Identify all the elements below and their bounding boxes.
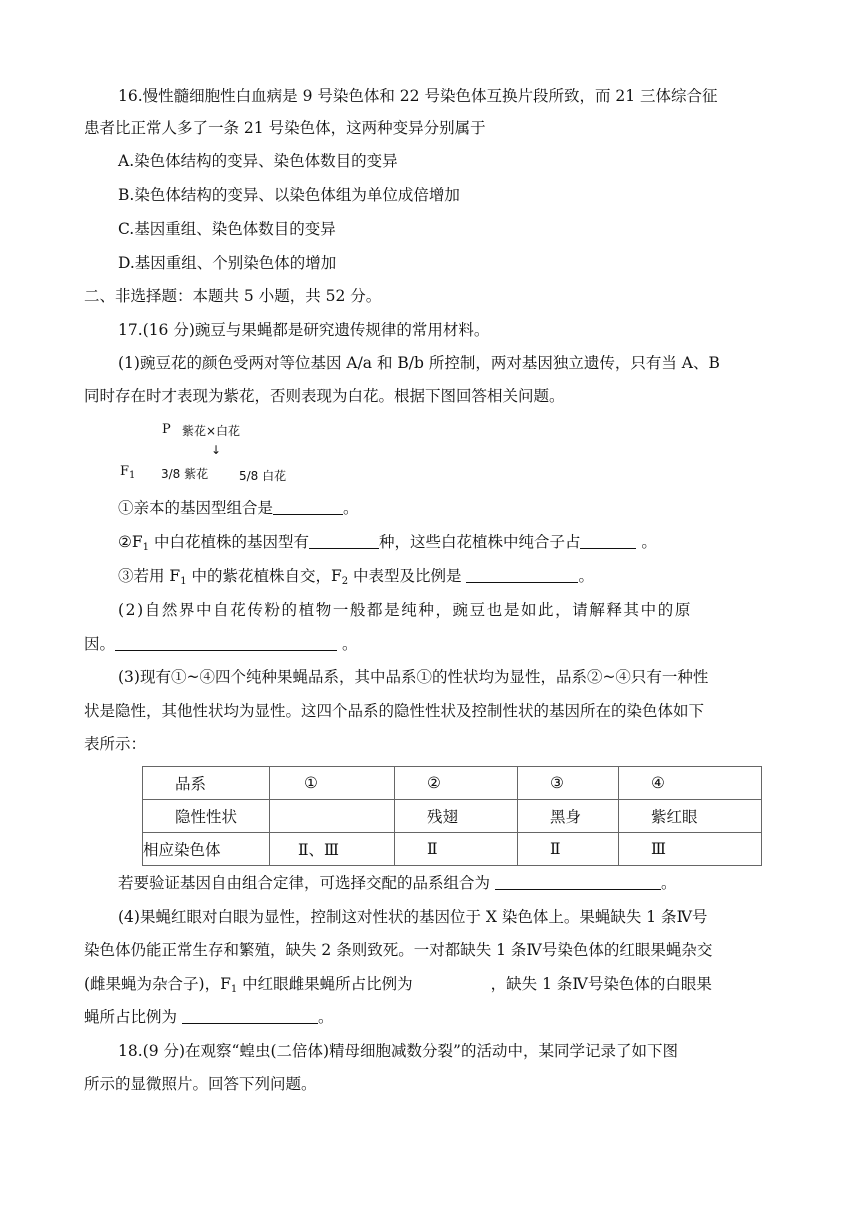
q17-part2-line1: (2)自然界中自花传粉的植物一般都是纯种，豌豆也是如此，请解释其中的原 [118,601,692,619]
q16-option-a: A.染色体结构的变异、染色体数目的变异 [118,152,398,170]
q17-sub2: $②F_1$ 中白花植株的基因型有 种，这些白花植株中纯合子占 。 [118,533,657,553]
q17-part1-line2: 同时存在时才表现为紫花，否则表现为白花。根据下图回答相关问题。 [84,387,565,405]
section-heading: 二、非选择题：本题共 5 小题，共 52 分。 [84,287,382,305]
q18-stem-line2: 所示的显微照片。回答下列问题。 [84,1075,317,1093]
table-row: 品系 ① ② ③ ④ [143,767,762,800]
answer-blank[interactable] [580,532,636,549]
answer-blank[interactable] [466,566,578,583]
cross-arrow: ↓ [211,443,222,457]
cross-p-label: P [162,422,171,437]
cross-f1-purple: 3/8 紫花 [161,467,209,481]
answer-blank[interactable] [309,532,379,549]
q17-part3-after: 若要验证基因自由组合定律，可选择交配的品系组合为 。 [118,874,677,892]
q17-part2-line2: 因。 。 [84,635,358,653]
q17-title: 17.(16 分)豌豆与果蝇都是研究遗传规律的常用材料。 [118,321,490,339]
q16-option-c: C.基因重组、染色体数目的变异 [118,220,336,238]
q18-stem-line1: 18.(9 分)在观察“蝗虫(二倍体)精母细胞减数分裂”的活动中，某同学记录了如下图 [118,1042,678,1060]
q16-option-b: B.染色体结构的变异、以染色体组为单位成倍增加 [118,186,460,204]
q17-part4-line3: (雌果蝇为杂合子)，$F_1$ 中红眼雌果蝇所占比例为 ，缺失 1 条Ⅳ号染色体的白眼果 [84,975,712,995]
q17-part3-line3: 表所示： [84,735,147,753]
q16-option-d: D.基因重组、个别染色体的增加 [118,254,337,272]
cross-parents: 紫花×白花 [182,424,241,438]
q17-part3-line2: 状是隐性，其他性状均为显性。这四个品系的隐性性状及控制性状的基因所在的染色体如下 [84,702,705,720]
q16-stem-line2: 患者比正常人多了一条 21 号染色体，这两种变异分别属于 [84,119,486,137]
answer-blank[interactable] [273,498,343,515]
q17-sub3: ③若用 $F_1$ 中的紫花植株自交，$F_2$ 中表型及比例是 。 [118,567,594,587]
answer-blank[interactable] [115,634,337,651]
q17-part4-line2: 染色体仍能正常生存和繁殖，缺失 2 条则致死。一对都缺失 1 条Ⅳ号染色体的红眼果蝇杂交 [84,941,713,959]
strain-table [142,766,762,866]
q17-part4-line1: (4)果蝇红眼对白眼为显性，控制这对性状的基因位于 X 染色体上。果蝇缺失 1 条Ⅳ号 [118,908,708,926]
q17-part3-line1: (3)现有①~④四个纯种果蝇品系，其中品系①的性状均为显性，品系②~④只有一种性 [118,668,709,686]
cross-f1-white: 5/8 白花 [239,469,287,483]
q17-part1-line1: (1)豌豆花的颜色受两对等位基因 A/a 和 B/b 所控制，两对基因独立遗传，只有当 A、B [118,354,720,372]
table-row: 相应染色体 Ⅱ、Ⅲ Ⅱ Ⅱ Ⅲ [143,833,762,866]
answer-blank[interactable] [495,873,661,890]
q17-sub1: ①亲本的基因型组合是 。 [118,499,359,517]
answer-blank[interactable] [182,1007,318,1024]
cross-f1-label: $F_1$ [120,464,136,481]
q16-stem-line1: 16.慢性髓细胞性白血病是 9 号染色体和 22 号染色体互换片段所致，而 21 三体综合征 [118,87,718,105]
q17-part4-line4: 蝇所占比例为 。 [84,1008,334,1026]
table-row: 隐性性状 残翅 黑身 紫红眼 [143,800,762,833]
